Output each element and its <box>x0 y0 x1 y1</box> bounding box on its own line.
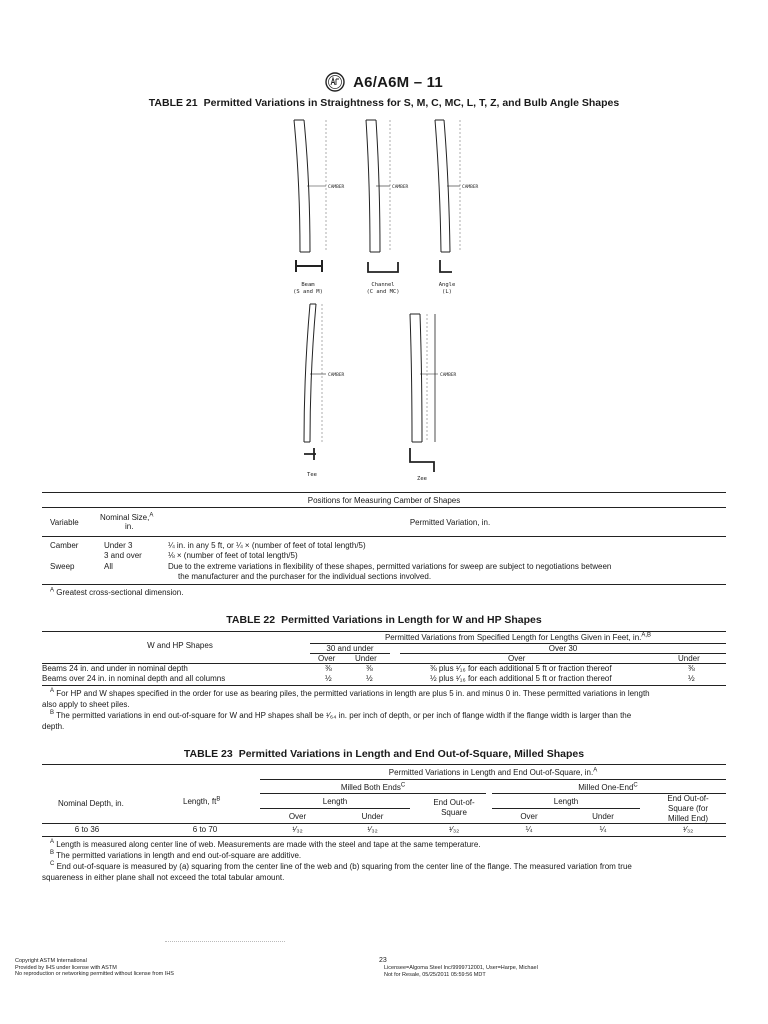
t22-cell-shape: Beams 24 in. and under in nominal depth <box>42 664 188 673</box>
beam-camber-label: CAMBER <box>328 185 345 190</box>
camber-figure <box>270 112 510 484</box>
table23-top-rule <box>42 764 726 765</box>
t23-header-under2: Under <box>592 812 614 821</box>
t23-header-group-text: Permitted Variations in Length and End Out-of-Square, in. <box>388 768 594 777</box>
t22-footnote-b-text: The permitted variations in end out-of-square for W and HP shapes shall be ¹⁄₆₄ in. per inch of depth, or per inch of flange width if the flange width is larger than the <box>56 711 632 720</box>
t23-length2-rule <box>492 808 640 809</box>
tee-shape <box>304 304 345 478</box>
t22-footnote-a-text: For HP and W shapes specified in the order for use as bearing piles, the permitted variations in length are plus 5 in. and minus 0 in. These permitted variations in length <box>56 689 650 698</box>
t22-footnote-b-marker: B <box>50 710 55 717</box>
channel-shape <box>366 120 409 295</box>
tee-camber-label: CAMBER <box>328 373 345 378</box>
zee-label: Zee <box>417 476 427 482</box>
t23-header-length-ft <box>183 797 220 807</box>
t23-footnote-c-cont: squareness in either plane shall not exceed the total tabular amount. <box>42 873 285 882</box>
t23-header-length2: Length <box>553 797 579 806</box>
footer-licensee: Licensee=Algoma Steel Inc/9999712001, User=Harpe, Michael <box>384 965 538 971</box>
t23-cell-under2: ¼ <box>599 825 607 834</box>
t21-cell-variable: Sweep <box>50 562 75 571</box>
t23-cell-over2: ¼ <box>525 825 533 834</box>
table23-title <box>0 748 768 760</box>
page-number: 23 <box>379 957 387 964</box>
table22-top-rule <box>42 631 726 632</box>
t23-header-group-sup: A <box>593 767 598 774</box>
footer-no-reproduction: No reproduction or networking permitted without license from IHS <box>15 971 174 977</box>
t21-cell-variable: Camber <box>50 541 79 550</box>
zee-camber-label: CAMBER <box>440 373 457 378</box>
t23-cell-over1: ¹⁄₃₂ <box>292 825 303 834</box>
angle-shape <box>435 120 479 295</box>
scan-artifact-line <box>165 941 285 942</box>
t23-cell-length: 6 to 70 <box>192 825 218 834</box>
t23-footnote-c-text: End out-of-square is measured by (a) squaring from the center line of the web and (b) squaring from the center line of the flange. The measured variation from true <box>56 862 632 871</box>
beam-shape <box>293 120 344 295</box>
t23-header-both-text: Milled Both Ends <box>340 783 401 792</box>
footer-right <box>384 965 538 978</box>
t21-cell-variation: Due to the extreme variations in flexibility of these shapes, permitted variations for sweep are subject to negotiations between <box>168 562 612 571</box>
t21-header-nominal-unit: in. <box>125 522 134 531</box>
table23-title-text: Permitted Variations in Length and End Out-of-Square, Milled Shapes <box>238 748 585 760</box>
t23-header-length-ft-text: Length, ft <box>183 797 217 806</box>
tee-label: Tee <box>307 472 317 478</box>
t23-header-one <box>490 783 726 793</box>
table22-number: TABLE 22 <box>226 614 276 626</box>
table21-header-rule <box>42 536 726 537</box>
t22-header-range2: Over 30 <box>548 644 578 653</box>
t21-footnote <box>50 587 183 598</box>
t23-header-under1: Under <box>361 812 384 821</box>
channel-sublabel: (C and MC) <box>366 289 400 295</box>
t23-footnotes <box>42 839 732 883</box>
t21-cell-variation: ⅛ × (number of feet of total length/5) <box>168 551 298 560</box>
t21-cell-variation: ¼ in. in any 5 ft, or ¼ × (number of feet of total length/5) <box>168 541 366 550</box>
t23-header-end-oos1-a: End Out-of- <box>433 798 475 807</box>
t23-both-rule <box>260 793 486 794</box>
t21-cell-variation: the manufacturer and the purchaser for the individual sections involved. <box>178 572 432 581</box>
t22-cell-under-under30: ½ <box>366 674 373 683</box>
t21-cell-size: 3 and over <box>104 551 142 560</box>
t22-cell-over-over30: ⅜ plus ¹⁄₁₆ for each additional 5 ft or fraction thereof <box>430 664 612 673</box>
document-code: A6/A6M – 11 <box>353 73 443 91</box>
t23-header-length1: Length <box>322 797 348 806</box>
t22-footnotes <box>42 688 732 732</box>
t23-footnote-b-marker: B <box>50 850 55 857</box>
t23-header-over1: Over <box>288 812 307 821</box>
t23-footnote-a-marker: A <box>50 839 55 846</box>
t23-cell-oos1: ¹⁄₃₂ <box>448 825 460 834</box>
beam-sublabel: (S and M) <box>293 289 323 295</box>
t23-footnote-b <box>42 850 732 861</box>
t22-header-under1: Under <box>355 654 377 663</box>
angle-label: Angle <box>438 282 456 288</box>
t22-cell-over-under30: ⅜ <box>325 664 332 673</box>
t23-footnote-c-marker: C <box>50 861 55 868</box>
t23-footnote-a <box>42 839 732 850</box>
t23-footnote-a-text: Length is measured along center line of web. Measurements are made with the steel and tape at the same temperature. <box>56 840 481 849</box>
table23-number: TABLE 23 <box>183 748 233 760</box>
t22-header-shapes: W and HP Shapes <box>147 641 213 650</box>
table21-number: TABLE 21 <box>148 97 198 109</box>
t21-header-permitted: Permitted Variation, in. <box>409 518 491 527</box>
t23-cell-oos2: ¹⁄₃₂ <box>682 825 694 834</box>
angle-camber-label: CAMBER <box>462 185 479 190</box>
t23-header-end-oos2-b: Square (for <box>667 804 709 813</box>
table21-top-rule <box>42 492 726 493</box>
t23-header-end-oos1-b: Square <box>441 808 467 817</box>
table21-bottom-rule <box>42 584 726 585</box>
t22-header-over2: Over <box>508 654 526 663</box>
table22-bottom-rule <box>42 685 726 686</box>
table23-bottom-rule <box>42 836 726 837</box>
t22-cell-over-over30: ½ plus ¹⁄₁₆ for each additional 5 ft or fraction thereof <box>430 674 612 683</box>
t22-cell-shape: Beams over 24 in. in nominal depth and all columns <box>42 674 226 683</box>
t22-header-range1: 30 and under <box>326 644 374 653</box>
footer-provided: Provided by IHS under license with ASTM <box>15 964 117 971</box>
beam-label: Beam <box>301 282 315 288</box>
t23-header-one-text: Milled One-End <box>578 783 634 792</box>
t22-footnote-a <box>42 688 732 699</box>
t22-header-over1: Over <box>318 654 336 663</box>
t23-header-end-oos2-a: End Out-of- <box>667 794 709 803</box>
t21-footnote-text: Greatest cross-sectional dimension. <box>56 588 184 597</box>
t23-header-group <box>260 768 726 778</box>
t21-header-nominal-size-sup: A <box>149 512 154 519</box>
t22-footnote-a-cont: also apply to sheet piles. <box>42 700 130 709</box>
table23-header-rule <box>42 823 726 824</box>
t23-header-one-sup: C <box>633 782 638 789</box>
t22-footnote-a-marker: A <box>50 688 55 695</box>
t22-cell-over-under30: ½ <box>325 674 332 683</box>
footer-copyright: Copyright ASTM International <box>15 958 87 964</box>
t23-header-both-sup: C <box>400 782 406 789</box>
document-header <box>0 70 768 94</box>
t21-header-nominal-size-text: Nominal Size, <box>100 513 150 522</box>
t23-footnote-b-text: The permitted variations in length and end out-of-square are additive. <box>56 851 302 860</box>
table21-caption-rule <box>42 507 726 508</box>
t21-cell-size: All <box>104 562 113 571</box>
angle-sublabel: (L) <box>442 289 452 295</box>
t22-header-group <box>310 633 726 643</box>
t23-footnote-c <box>42 861 732 872</box>
t23-header-over2: Over <box>520 812 538 821</box>
table22-title-text: Permitted Variations in Length for W and HP Shapes <box>281 614 542 626</box>
t21-cell-size: Under 3 <box>104 541 133 550</box>
t22-header-under2: Under <box>678 654 700 663</box>
astm-logo-icon <box>325 72 345 92</box>
t23-header-both <box>260 783 486 793</box>
t23-header-end-oos2-c: Milled End) <box>667 814 708 823</box>
t22-header-group-text: Permitted Variations from Specified Length for Lengths Given in Feet, in. <box>384 633 642 642</box>
t23-length1-rule <box>260 808 410 809</box>
t22-cell-under-under30: ⅜ <box>366 664 373 673</box>
footer-left <box>15 958 174 978</box>
t23-group-rule <box>260 779 726 780</box>
t22-footnote-b-cont: depth. <box>42 722 65 731</box>
zee-shape <box>410 314 457 482</box>
t23-header-length-ft-sup: B <box>216 796 221 803</box>
footer-not-for-resale: Not for Resale, 05/25/2011 05:59:56 MDT <box>384 971 486 978</box>
t22-cell-under-over30: ⅜ <box>688 664 695 673</box>
table21-title <box>0 97 768 109</box>
table22-title <box>0 614 768 626</box>
channel-label: Channel <box>371 282 395 288</box>
figure-caption: Positions for Measuring Camber of Shapes <box>307 496 461 505</box>
t22-footnote-b <box>42 710 732 721</box>
t22-header-group-sup: A,B <box>641 632 652 639</box>
table21-title-text: Permitted Variations in Straightness for S, M, C, MC, L, T, Z, and Bulb Angle Shapes <box>203 97 620 109</box>
t21-header-variable: Variable <box>50 518 79 527</box>
t22-cell-under-over30: ½ <box>688 674 695 683</box>
t23-header-nominal-depth: Nominal Depth, in. <box>58 799 124 808</box>
t23-cell-under1: ¹⁄₃₂ <box>367 825 378 834</box>
t23-cell-depth: 6 to 36 <box>74 825 100 834</box>
channel-camber-label: CAMBER <box>392 185 409 190</box>
t21-footnote-marker: A <box>50 587 55 594</box>
